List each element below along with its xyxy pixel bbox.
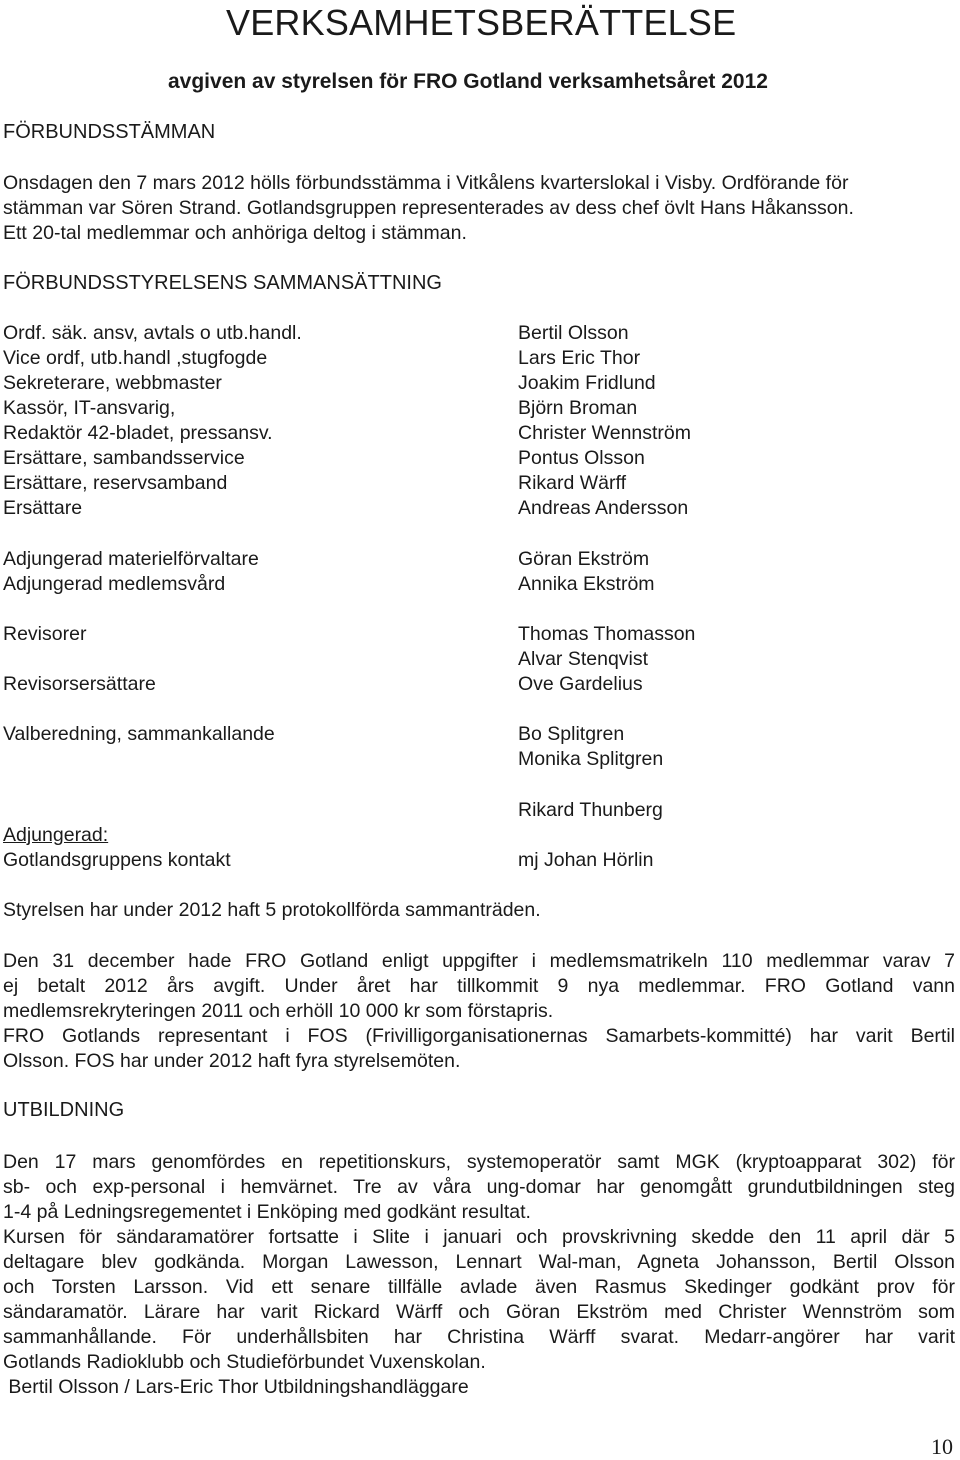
utbildning-line: sb- och exp-personal i hemvärnet. Tre av våra ung-domar har genomgått grundutbildningen steg	[3, 1176, 955, 1198]
section-heading-utbildning: UTBILDNING	[3, 1099, 125, 1121]
utbildning-line: sändaramatör. Lärare har varit Rickard Wärff och Göran Ekström med Christer Wennström som	[3, 1301, 955, 1323]
role-label: Adjungerad materielförvaltare	[3, 548, 259, 570]
stamman-paragraph	[3, 171, 955, 246]
member-name: Christer Wennström	[518, 422, 692, 444]
member-name: Björn Broman	[518, 397, 638, 419]
stamman-line: Onsdagen den 7 mars 2012 hölls förbundsstämma i Vitkålens kvarterslokal i Visby. Ordförande för	[3, 172, 849, 194]
role-label: Ersättare	[3, 497, 83, 519]
document-subtitle: avgiven av styrelsen för FRO Gotland verksamhetsåret 2012	[168, 70, 768, 93]
member-name: Alvar Stenqvist	[518, 648, 649, 670]
member-name: Rikard Wärff	[518, 472, 626, 494]
members-line: medlemsrekryteringen 2011 och erhöll 10 000 kr som förstapris.	[3, 1000, 554, 1022]
member-name: Bo Splitgren	[518, 723, 625, 745]
members-line: FRO Gotlands representant i FOS (Frivilligorganisationernas Samarbets-kommitté) har varit Bertil	[3, 1025, 955, 1047]
role-label: Vice ordf, utb.handl ,stugfogde	[3, 347, 268, 369]
member-name: Thomas Thomasson	[518, 623, 696, 645]
members-paragraph	[3, 949, 955, 1074]
members-line: ej betalt 2012 års avgift. Under året har tillkommit 9 nya medlemmar. FRO Gotland vann	[3, 975, 955, 997]
role-label: Gotlandsgruppens kontakt	[3, 849, 231, 871]
member-name: Annika Ekström	[518, 573, 655, 595]
utbildning-line: sammanhållande. För underhållsbiten har Christina Wärff svarat. Medarr-angörer har varit	[3, 1326, 955, 1348]
section-heading-stamman: FÖRBUNDSSTÄMMAN	[3, 121, 216, 143]
members-line: Den 31 december hade FRO Gotland enligt uppgifter i medlemsmatrikeln 110 medlemmar varav 7	[3, 950, 955, 972]
utbildning-paragraph	[3, 1150, 955, 1400]
role-label: Revisorsersättare	[3, 673, 156, 695]
member-name: Rikard Thunberg	[518, 799, 663, 821]
page-number: 10	[931, 1434, 953, 1459]
role-label: Kassör, IT-ansvarig,	[3, 397, 176, 419]
member-name: Bertil Olsson	[518, 322, 629, 344]
stamman-line: Ett 20-tal medlemmar och anhöriga deltog i stämman.	[3, 222, 467, 244]
role-label: Sekreterare, webbmaster	[3, 372, 222, 394]
stamman-line: stämman var Sören Strand. Gotlandsgruppen representerades av dess chef övlt Hans Håkansson.	[3, 197, 854, 219]
utbildning-signature: Bertil Olsson / Lars-Eric Thor Utbildningshandläggare	[3, 1376, 469, 1398]
role-label: Revisorer	[3, 623, 87, 645]
utbildning-line: 1-4 på Ledningsregementet i Enköping med godkänt resultat.	[3, 1201, 531, 1223]
member-name: Ove Gardelius	[518, 673, 643, 695]
utbildning-line: och Torsten Larsson. Vid ett senare tillfälle avlade även Rasmus Skedinger godkänt prov för	[3, 1276, 955, 1298]
role-label: Ersättare, sambandsservice	[3, 447, 245, 469]
member-name: Göran Ekström	[518, 548, 650, 570]
member-name: Pontus Olsson	[518, 447, 645, 469]
member-name: Andreas Andersson	[518, 497, 689, 519]
meetings-text: Styrelsen har under 2012 haft 5 protokollförda sammanträden.	[3, 899, 541, 921]
role-label: Ordf. säk. ansv, avtals o utb.handl.	[3, 322, 302, 344]
page-title: VERKSAMHETSBERÄTTELSE	[226, 2, 737, 43]
role-label: Valberedning, sammankallande	[3, 723, 275, 745]
member-name: Monika Splitgren	[518, 748, 664, 770]
role-label: Adjungerad medlemsvård	[3, 573, 226, 595]
role-label: Ersättare, reservsamband	[3, 472, 228, 494]
section-heading-styrelse: FÖRBUNDSSTYRELSENS SAMMANSÄTTNING	[3, 272, 442, 294]
utbildning-line: Den 17 mars genomfördes en repetitionskurs, systemoperatör samt MGK (kryptoapparat 302) för	[3, 1151, 955, 1173]
utbildning-line: Kursen för sändaramatörer fortsatte i Slite i januari och provskrivning skedde den 11 april där 5	[3, 1226, 955, 1248]
utbildning-line: Gotlands Radioklubb och Studieförbundet Vuxenskolan.	[3, 1351, 486, 1373]
role-label: Redaktör 42-bladet, pressansv.	[3, 422, 273, 444]
members-line: Olsson. FOS har under 2012 haft fyra styrelsemöten.	[3, 1050, 461, 1072]
utbildning-line: deltagare blev godkända. Morgan Lawesson, Lennart Wal-man, Agneta Johansson, Bertil Olsson	[3, 1251, 955, 1273]
role-label-adjungerad: Adjungerad:	[3, 824, 109, 846]
member-name: mj Johan Hörlin	[518, 849, 654, 871]
member-name: Lars Eric Thor	[518, 347, 641, 369]
member-name: Joakim Fridlund	[518, 372, 656, 394]
